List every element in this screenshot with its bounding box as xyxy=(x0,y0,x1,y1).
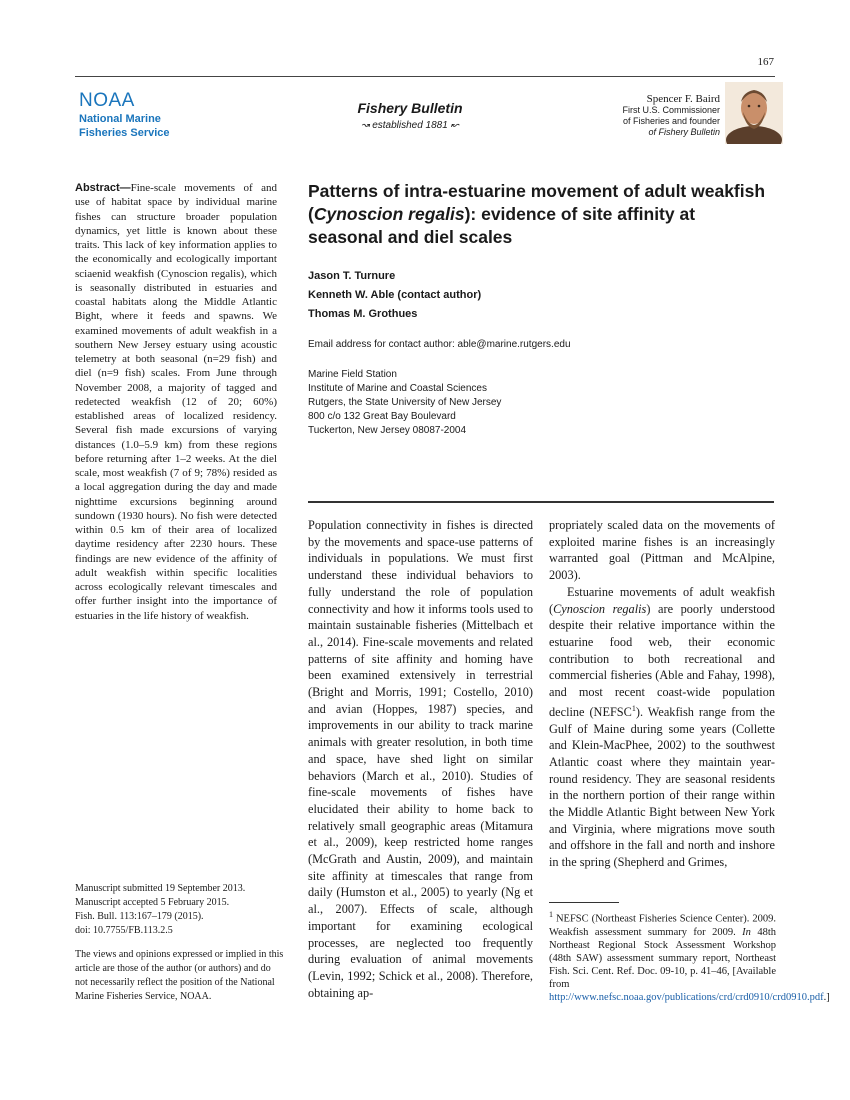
footnote-marker-ref[interactable]: 1 xyxy=(631,703,636,713)
noaa-title: NOAA xyxy=(79,90,135,111)
affiliation-address xyxy=(308,368,501,438)
manuscript-notes xyxy=(75,882,285,1004)
author-3: Thomas M. Grothues xyxy=(308,308,418,320)
paragraph-2-part-c: ). Weakfish range from the Gulf of Maine during some years (Collette and Klein-MacPhee, 2002) to the southwest Atlantic coast where they maintain year-round residency. They are seasonal residents in the northern portion of their range within the Middle Atlantic Bight between New York and Virginia, where migrations move south and offshore in the fall and north and inshore in the spring (Shepherd and Grimes, xyxy=(549,704,776,870)
baird-line-3: of Fishery Bulletin xyxy=(648,127,720,137)
baird-name: Spencer F. Baird xyxy=(646,93,720,105)
page-number: 167 xyxy=(757,56,774,68)
address-line-4: 800 c/o 132 Great Bay Boulevard xyxy=(308,411,456,422)
title-part-1: Patterns of intra-estuarine movement of adult weakfish ( xyxy=(308,181,766,224)
author-1: Jason T. Turnure xyxy=(308,270,396,282)
address-line-3: Rutgers, the State University of New Jersey xyxy=(308,397,502,408)
fish-ornament-icon: ↝ xyxy=(361,120,373,131)
author-list xyxy=(308,267,481,324)
footnote xyxy=(549,908,830,1004)
body-paragraph-1-continued: propriately scaled data on the movements of exploited marine fishes is an increasingly warranted goal (Pittman and McAlpine, 2003). xyxy=(549,518,775,583)
abstract xyxy=(75,181,277,623)
footnote-marker: 1 xyxy=(549,910,553,919)
body-column-2 xyxy=(549,517,775,871)
baird-line-2: of Fisheries and founder xyxy=(622,116,720,126)
abstract-text: Fine-scale movements of and use of habitat space by individual marine fishes can structure broader population dynamics, yet little is known about these traits. This lack of key information applies to the economically and ecologically important sciaenid weakfish (Cynoscion regalis), which is seasonally distributed in estuaries and coastal habitats along the Middle Atlantic Bight, where it feeds and spawns. We examined movements of adult weakfish in a southern New Jersey estuary using acoustic telemetry at both seasonal (n=29 fish) and diel (n=9 fish) scales. From June through November 2008, a majority of tagged and redetected weakfish (12 of 20; 60%) established areas of localized residency. Several fish made excursions of varying distances (1.0–5.9 km) from these regions before returning after 1–2 weeks. At the diel scale, most weakfish (7 of 9; 78%) resided as a local aggregation during the day and made nighttime excursions beginning around sundown (1930 hours). No fish were detected within 0.5 km of their area of localized daytime residency after 2230 hours. These findings are new evidence of the affinity of adult weakfish within specific localities across ecologically relevant timescales and offer further insight into the importance of estuaries in the life history of weakfish. xyxy=(75,182,277,622)
manuscript-submitted: Manuscript submitted 19 September 2013. xyxy=(75,883,246,894)
paragraph-2-part-a: Estuarine movements of adult weakfish ( xyxy=(549,584,775,616)
notes-spacer xyxy=(75,938,285,948)
noaa-line-2: Fisheries Service xyxy=(79,127,170,139)
footnote-link[interactable]: http://www.nefsc.noaa.gov/publications/crd/crd0910/crd0910.pdf xyxy=(549,991,824,1003)
body-paragraph-1: Population connectivity in fishes is directed by the movements and space-use patterns of individuals in populations. We must first understand these individual behaviors to fully understand the role of population connectivity and how it informs tools used to maintain sustainable fisheries (Mittelbach et al., 2014). Fine-scale movements and related patterns of site affinity and homing have been examined extensively in terrestrial (Bright and Morris, 1991; Costello, 2010) and avian (Hoppes, 1987) species, and improvements in our ability to track marine animals with greater resolution, in both time and space, have shed light on similar behaviors (March et al., 2010). Studies of fine-scale movements of fishes have elucidated their ability to home back to relatively small geographic areas (Mitamura et al., 2009), keep restricted home ranges (McGrath and Austin, 2009), and maintain site affinity at timescales that range from daily (Humston et al., 2005) to yearly (Ng et al., 2007). Effects of scale, although important for examining ecological processes, are neglected too frequently during evaluation of animal movements (Levin, 1992; Schick et al., 2008). Therefore, obtaining ap- xyxy=(308,518,533,1000)
paragraph-2-species: Cynoscion regalis xyxy=(553,601,647,616)
disclaimer: The views and opinions expressed or implied in this article are those of the author (or authors) and do not necessarily reflect the position of the National Marine Fisheries Service, NOAA. xyxy=(75,949,284,1002)
journal-title: Fishery Bulletin xyxy=(357,100,463,116)
contact-email: Email address for contact author: able@marine.rutgers.edu xyxy=(308,339,571,350)
journal-established-row xyxy=(330,120,490,131)
abstract-label: Abstract— xyxy=(75,182,131,194)
footnote-rule xyxy=(549,902,619,903)
address-line-5: Tuckerton, New Jersey 08087-2004 xyxy=(308,425,467,436)
address-line-2: Institute of Marine and Coastal Sciences xyxy=(308,383,487,394)
header-rule xyxy=(75,76,775,77)
footnote-in: In xyxy=(742,926,751,938)
footnote-text-a: NEFSC (Northeast Fisheries Science Center). 2009. Weakfish assessment summary for 2009. xyxy=(549,913,776,938)
title-part-2: ): evidence of site affinity at seasonal and diel scales xyxy=(308,204,696,247)
footnote-text-c: .] xyxy=(823,991,830,1003)
address-line-1: Marine Field Station xyxy=(308,369,397,380)
body-column-1 xyxy=(308,517,533,1001)
article-title xyxy=(308,180,768,249)
journal-established: established 1881 xyxy=(372,120,448,131)
noaa-logo-block xyxy=(79,90,170,140)
body-paragraph-2 xyxy=(549,584,775,871)
title-species: Cynoscion regalis xyxy=(313,204,465,224)
footnote-text-b: 48th Northeast Regional Stock Assessment Workshop (48th SAW) assessment summary report, Northeast Fish. Sci. Cent. Ref. Doc. 09-10, p. 41–46, [Available from xyxy=(549,926,777,990)
baird-line-1: First U.S. Commissioner xyxy=(622,105,720,115)
body-rule xyxy=(308,501,774,503)
fish-ornament-icon: ↜ xyxy=(447,120,459,131)
fishery-bulletin-masthead xyxy=(330,100,490,131)
noaa-line-1: National Marine xyxy=(79,113,161,125)
author-2: Kenneth W. Able (contact author) xyxy=(308,289,482,301)
manuscript-doi: doi: 10.7755/FB.113.2.5 xyxy=(75,925,173,936)
manuscript-citation: Fish. Bull. 113:167–179 (2015). xyxy=(75,911,204,922)
paragraph-2-part-b: ) are poorly understood despite their relative importance within the estuarine food web, their economic contribution to both recreational and commercial fisheries (Able and Fahay, 1998), and most recent coast-wide population decline (NEFSC xyxy=(549,601,775,719)
manuscript-accepted: Manuscript accepted 5 February 2015. xyxy=(75,897,230,908)
baird-portrait-image xyxy=(725,82,783,144)
baird-caption xyxy=(610,93,720,138)
